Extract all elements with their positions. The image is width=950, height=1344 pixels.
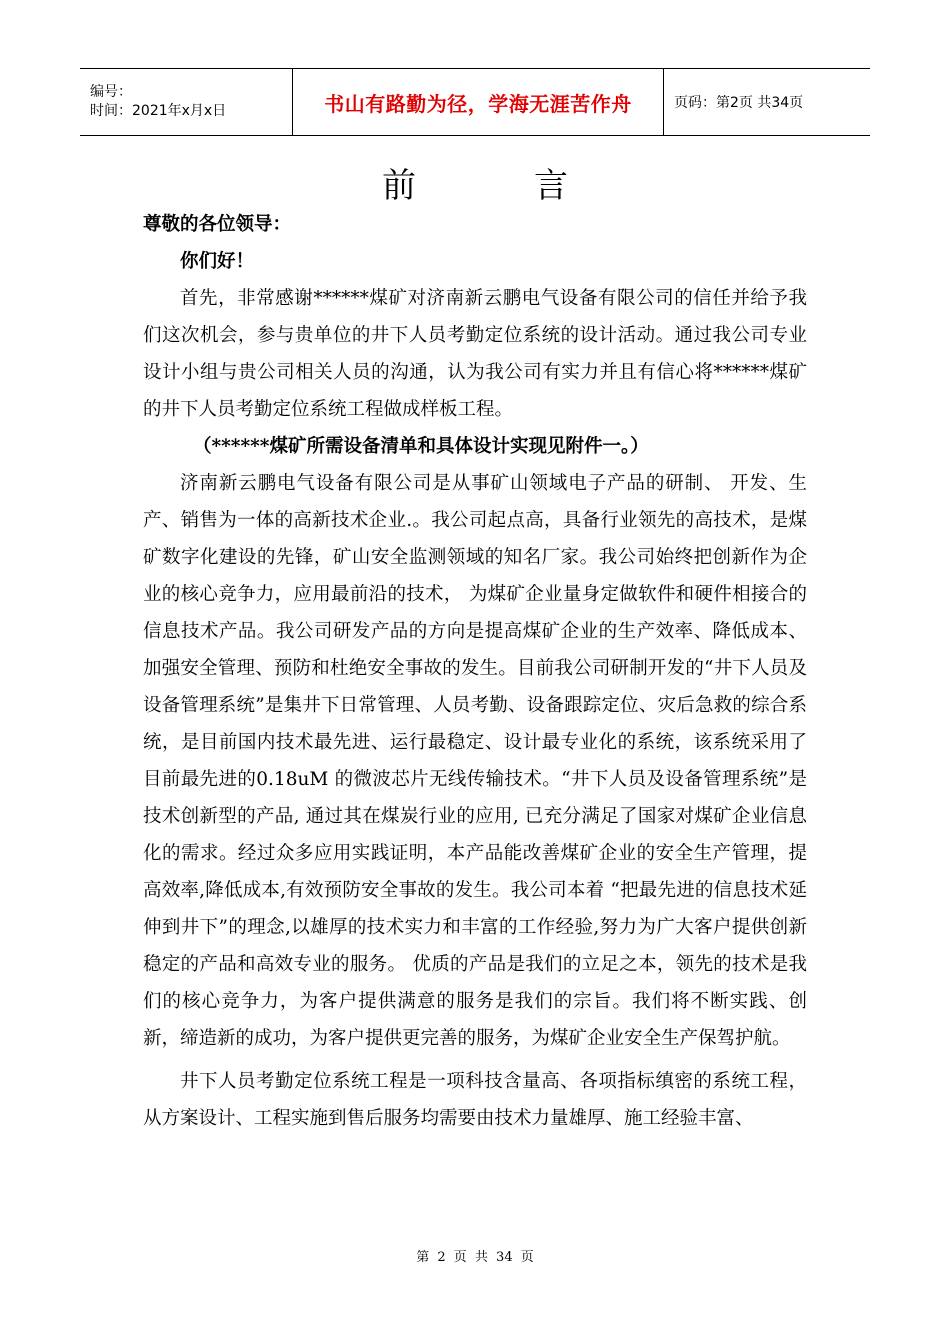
body-paragraph: 首先，非常感谢******煤矿对济南新云鹏电气设备有限公司的信任并给予我们这次机会，参与贵单位的井下人员考勤定位系统的设计活动。通过我公司专业设计小组与贵公司相关人员的沟通，认为我公司有实力并且有信心将******煤矿的井下人员考勤定位系统工程做成样板工程。 (143, 288, 807, 420)
document-number-label: 编号： (90, 84, 132, 100)
document-header (80, 68, 870, 136)
document-title: 前言 (382, 166, 686, 206)
page-footer: 第 2 页 共 34 页 (416, 1250, 534, 1265)
body-paragraph: 济南新云鹏电气设备有限公司是从事矿山领域电子产品的研制、 开发、生产、销售为一体的高新技术企业.。我公司起点高，具备行业领先的高技术，是煤矿数字化建设的先锋，矿山安全监测领域的知名厂家。我公司始终把创新作为企业的核心竞争力，应用最前沿的技术， 为煤矿企业量身定做软件和硬件相接合的信息技术产品。我公司研发产品的方向是提高煤矿企业的生产效率、降低成本、加强安全管理、预防和杜绝安全事故的发生。目前我公司研制开发的“井下人员及设备管理系统”是集井下日常管理、人员考勤、设备跟踪定位、灾后急救的综合系统，是目前国内技术最先进、运行最稳定、设计最专业化的系统，该系统采用了目前最先进的0.18uM 的微波芯片无线传输技术。“井下人员及设备管理系统”是技术创新型的产品, 通过其在煤炭行业的应用, 已充分满足了国家对煤矿企业信息化的需求。经过众多应用实践证明，本产品能改善煤矿企业的安全生产管理，提高效率,降低成本,有效预防安全事故的发生。我公司本着 “把最先进的信息技术延伸到井下”的理念,以雄厚的技术实力和丰富的工作经验,努力为广大客户提供创新稳定的产品和高效专业的服务。 优质的产品是我们的立足之本，领先的技术是我们的核心竞争力，为客户提供满意的服务是我们的宗旨。我们将不断实践、创新，缔造新的成功，为客户提供更完善的服务，为煤矿企业安全生产保驾护航。 (143, 473, 807, 1049)
document-date-label: 时间：2021年x月x日 (90, 103, 227, 119)
header-meta-cell (80, 69, 293, 136)
body-paragraph: 井下人员考勤定位系统工程是一项科技含量高、各项指标缜密的系统工程，从方案设计、工程实施到售后服务均需要由技术力量雄厚、施工经验丰富、 (143, 1071, 807, 1129)
header-page-info: 页码：第2页 共34页 (664, 69, 871, 136)
appendix-note: （******煤矿所需设备清单和具体设计实现见附件一。） (192, 436, 649, 457)
document-body (143, 206, 807, 1137)
header-motto: 书山有路勤为径，学海无涯苦作舟 (293, 69, 664, 136)
greeting: 你们好！ (180, 251, 255, 272)
salutation: 尊敬的各位领导： (143, 214, 292, 235)
